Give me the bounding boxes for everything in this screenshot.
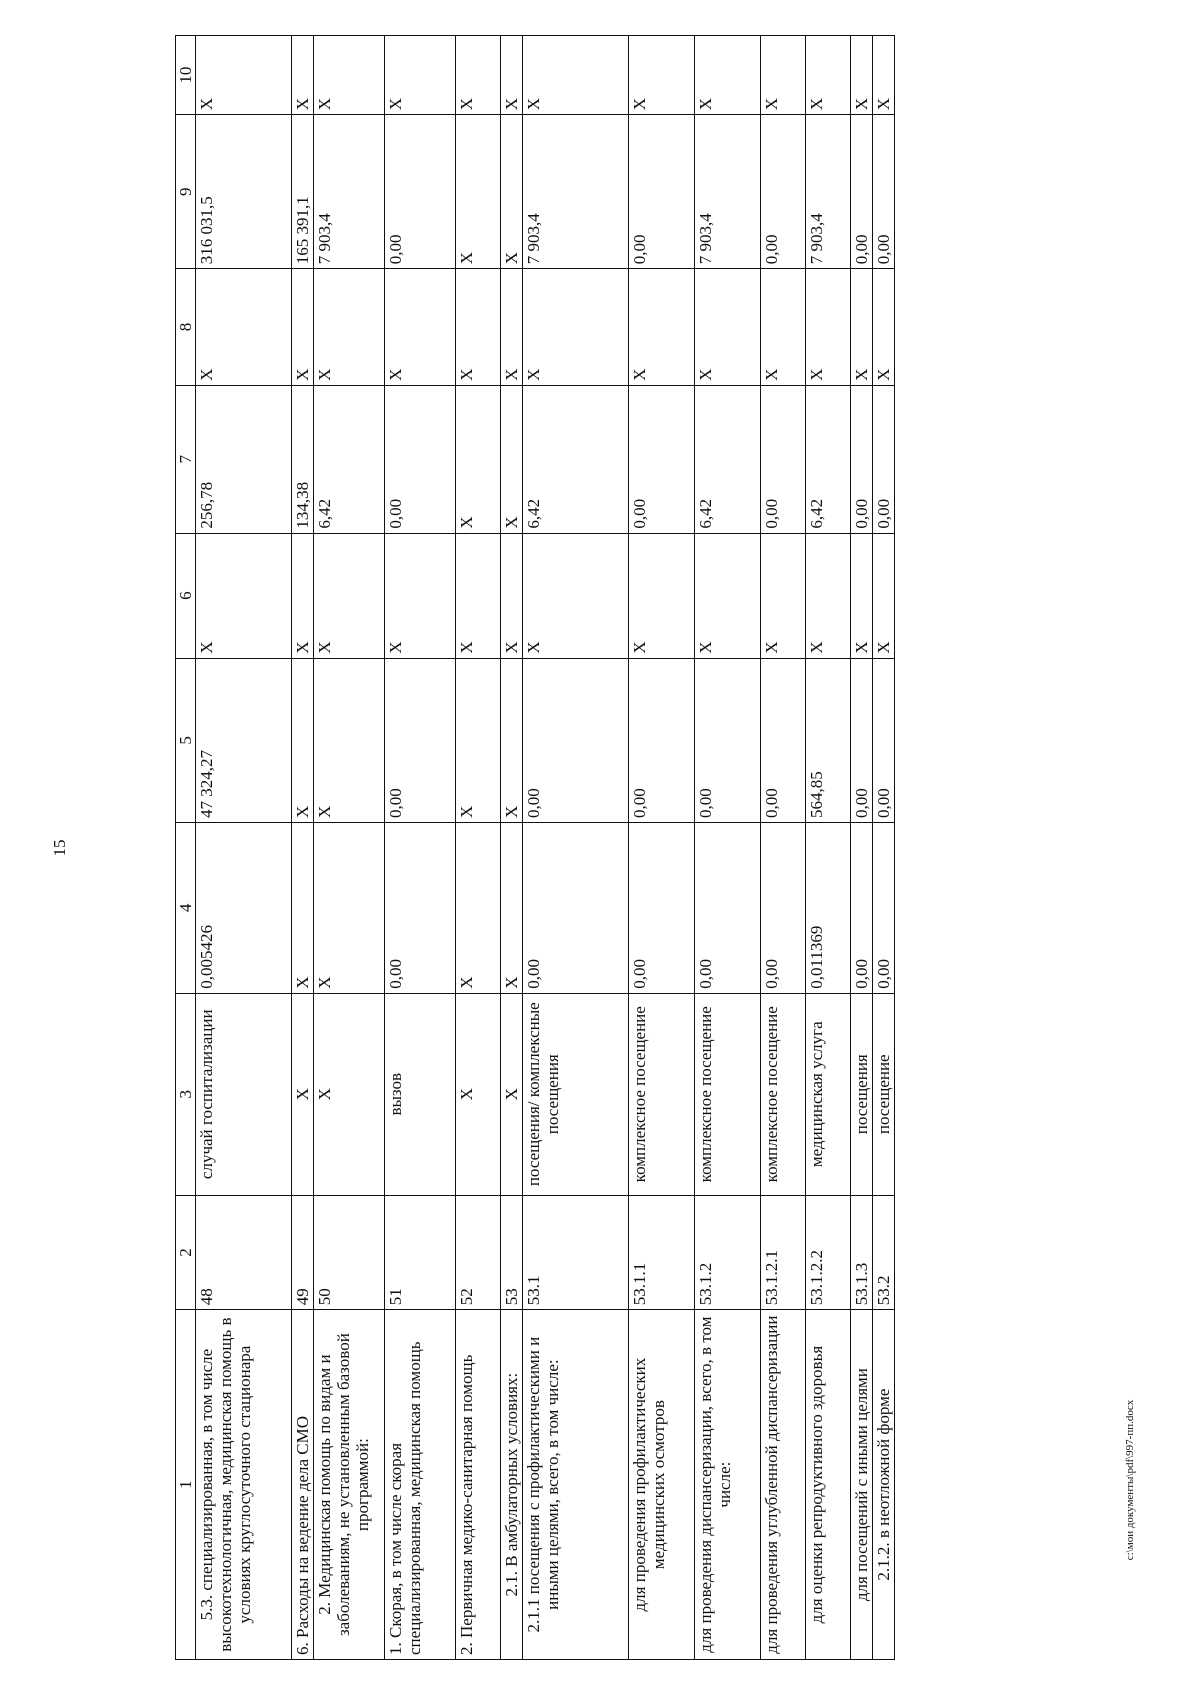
table-cell: 53.1.2 — [695, 1195, 761, 1310]
header-cell: 3 — [176, 993, 196, 1195]
table-cell: X — [456, 658, 501, 822]
table-cell: X — [501, 385, 523, 533]
table-cell: 47 324,27 — [196, 658, 292, 822]
table-row — [314, 36, 385, 1660]
table-cell: X — [196, 269, 292, 386]
header-cell: 2 — [176, 1195, 196, 1310]
table-cell: X — [761, 36, 806, 115]
table-row — [695, 36, 761, 1660]
table-cell: X — [314, 533, 385, 658]
header-cell: 9 — [176, 115, 196, 269]
table-cell: X — [456, 269, 501, 386]
table-cell: 0,00 — [851, 115, 873, 269]
header-row — [176, 36, 196, 1660]
table-cell: X — [292, 533, 314, 658]
data-table — [175, 35, 895, 1660]
table-cell: случай госпитализации — [196, 993, 292, 1195]
table-body — [196, 36, 895, 1660]
table-cell: 0,00 — [629, 823, 695, 994]
table-row — [851, 36, 873, 1660]
table-cell: 0,011369 — [806, 823, 851, 994]
table-cell: 6,42 — [806, 385, 851, 533]
table-cell: X — [292, 269, 314, 386]
table-cell: 0,00 — [385, 658, 456, 822]
table-cell: 0,00 — [851, 823, 873, 994]
table-cell: 53.1.2.2 — [806, 1195, 851, 1310]
table-cell: 0,00 — [761, 115, 806, 269]
table-cell: 7 903,4 — [523, 115, 629, 269]
table-cell: X — [385, 269, 456, 386]
table-cell: X — [873, 36, 895, 115]
table-cell: X — [761, 533, 806, 658]
table-cell: 6,42 — [523, 385, 629, 533]
table-cell: 0,00 — [629, 115, 695, 269]
table-cell: X — [385, 36, 456, 115]
table-cell: 0,00 — [873, 658, 895, 822]
table-cell: 0,00 — [523, 658, 629, 822]
table-cell: X — [456, 36, 501, 115]
table-cell: X — [523, 36, 629, 115]
table-cell: X — [523, 269, 629, 386]
table-row — [523, 36, 629, 1660]
row-label-cell: для проведения диспансеризации, всего, в том числе: — [695, 1310, 761, 1660]
table-cell: X — [806, 533, 851, 658]
table-cell: 316 031,5 — [196, 115, 292, 269]
table-cell: 564,85 — [806, 658, 851, 822]
table-cell: X — [873, 269, 895, 386]
table-cell: посещение — [873, 993, 895, 1195]
table-cell: комплексное посещение — [629, 993, 695, 1195]
table-cell: X — [851, 533, 873, 658]
table-cell: X — [292, 658, 314, 822]
header-cell: 5 — [176, 658, 196, 822]
table-cell: 0,00 — [385, 385, 456, 533]
table-cell: 165 391,1 — [292, 115, 314, 269]
table-cell: X — [456, 823, 501, 994]
header-cell: 10 — [176, 36, 196, 115]
table-cell: X — [851, 36, 873, 115]
table-cell: 51 — [385, 1195, 456, 1310]
table-cell: 7 903,4 — [314, 115, 385, 269]
table-cell: X — [292, 36, 314, 115]
table-cell: X — [629, 533, 695, 658]
table-cell: 0,00 — [873, 823, 895, 994]
table-cell: X — [196, 533, 292, 658]
table-cell: X — [695, 533, 761, 658]
table-cell: 49 — [292, 1195, 314, 1310]
table-cell: X — [501, 36, 523, 115]
table-cell: комплексное посещение — [695, 993, 761, 1195]
table-cell: 0,00 — [629, 658, 695, 822]
table-cell: 53.1 — [523, 1195, 629, 1310]
table-cell: X — [523, 533, 629, 658]
header-cell: 8 — [176, 269, 196, 386]
table-cell: X — [456, 385, 501, 533]
table-cell: X — [456, 533, 501, 658]
table-row — [761, 36, 806, 1660]
table-cell: X — [456, 115, 501, 269]
table-cell: 53 — [501, 1195, 523, 1310]
row-label-cell: 2.1. В амбулаторных условиях: — [501, 1310, 523, 1660]
table-cell: X — [873, 533, 895, 658]
table-cell: комплексное посещение — [761, 993, 806, 1195]
header-cell: 7 — [176, 385, 196, 533]
table-cell: X — [292, 823, 314, 994]
table-cell: 256,78 — [196, 385, 292, 533]
row-label-cell: для проведения профилактических медицинских осмотров — [629, 1310, 695, 1660]
footer-file-path: c:\мои документы\pdf\997-пп.docx — [1124, 1399, 1136, 1561]
page-number: 15 — [50, 839, 69, 857]
table-cell: X — [851, 269, 873, 386]
table-cell: 6,42 — [695, 385, 761, 533]
row-label-cell: 2.1.2. в неотложной форме — [873, 1310, 895, 1660]
table-cell: X — [501, 658, 523, 822]
table-cell: X — [314, 823, 385, 994]
table-cell: X — [456, 993, 501, 1195]
table-cell: X — [629, 36, 695, 115]
table-row — [456, 36, 501, 1660]
table-cell: 0,005426 — [196, 823, 292, 994]
table-cell: 0,00 — [873, 385, 895, 533]
table-cell: X — [501, 823, 523, 994]
table-row — [629, 36, 695, 1660]
table-cell: 0,00 — [385, 823, 456, 994]
table-cell: 0,00 — [761, 823, 806, 994]
table-cell: посещения — [851, 993, 873, 1195]
table-cell: X — [695, 269, 761, 386]
table-cell: 53.2 — [873, 1195, 895, 1310]
table-cell: 48 — [196, 1195, 292, 1310]
table-row — [501, 36, 523, 1660]
table-cell: 0,00 — [851, 658, 873, 822]
table-row — [292, 36, 314, 1660]
table-cell: X — [292, 993, 314, 1195]
table-cell: X — [501, 993, 523, 1195]
table-cell: 53.1.3 — [851, 1195, 873, 1310]
table-cell: X — [314, 36, 385, 115]
row-label-cell: 2. Первичная медико-санитарная помощь — [456, 1310, 501, 1660]
table-cell: 0,00 — [695, 823, 761, 994]
header-cell: 6 — [176, 533, 196, 658]
row-label-cell: для посещений с иными целями — [851, 1310, 873, 1660]
table-cell: 0,00 — [385, 115, 456, 269]
table-cell: 0,00 — [523, 823, 629, 994]
table-cell: 0,00 — [873, 115, 895, 269]
table-cell: X — [314, 269, 385, 386]
table-cell: X — [501, 115, 523, 269]
header-cell: 4 — [176, 823, 196, 994]
table-cell: X — [501, 533, 523, 658]
table-cell: X — [501, 269, 523, 386]
table-cell: 7 903,4 — [695, 115, 761, 269]
table-cell: посещения/ комплексные посещения — [523, 993, 629, 1195]
table-row — [385, 36, 456, 1660]
row-label-cell: 2.1.1 посещения с профилактическими и иными целями, всего, в том числе: — [523, 1310, 629, 1660]
table-cell: 134,38 — [292, 385, 314, 533]
table-row — [806, 36, 851, 1660]
rotated-table-container — [175, 35, 895, 1660]
row-label-cell: 6. Расходы на ведение дела СМО — [292, 1310, 314, 1660]
row-label-cell: для проведения углубленной диспансеризации — [761, 1310, 806, 1660]
table-cell: X — [314, 993, 385, 1195]
table-cell: X — [695, 36, 761, 115]
table-cell: 0,00 — [695, 658, 761, 822]
table-cell: X — [761, 269, 806, 386]
row-label-cell: для оценки репродуктивного здоровья — [806, 1310, 851, 1660]
table-cell: X — [629, 269, 695, 386]
table-cell: X — [385, 533, 456, 658]
table-cell: 0,00 — [761, 385, 806, 533]
table-cell: 0,00 — [629, 385, 695, 533]
table-row — [873, 36, 895, 1660]
table-cell: 0,00 — [851, 385, 873, 533]
table-cell: медицинская услуга — [806, 993, 851, 1195]
table-cell: 6,42 — [314, 385, 385, 533]
table-cell: 7 903,4 — [806, 115, 851, 269]
row-label-cell: 1. Скорая, в том числе скорая специализированная, медицинская помощь — [385, 1310, 456, 1660]
table-cell: X — [806, 36, 851, 115]
table-cell: 53.1.1 — [629, 1195, 695, 1310]
table-cell: 53.1.2.1 — [761, 1195, 806, 1310]
table-cell: 0,00 — [761, 658, 806, 822]
row-label-cell: 2. Медицинская помощь по видам и заболеваниям, не установленным базовой программой: — [314, 1310, 385, 1660]
table-cell: X — [806, 269, 851, 386]
table-cell: 50 — [314, 1195, 385, 1310]
table-cell: 52 — [456, 1195, 501, 1310]
header-cell: 1 — [176, 1310, 196, 1660]
table-cell: X — [314, 658, 385, 822]
table-cell: X — [196, 36, 292, 115]
row-label-cell: 5.3. специализированная, в том числе высокотехнологичная, медицинская помощь в условиях круглосуточного стационара — [196, 1310, 292, 1660]
table-cell: вызов — [385, 993, 456, 1195]
table-row — [196, 36, 292, 1660]
